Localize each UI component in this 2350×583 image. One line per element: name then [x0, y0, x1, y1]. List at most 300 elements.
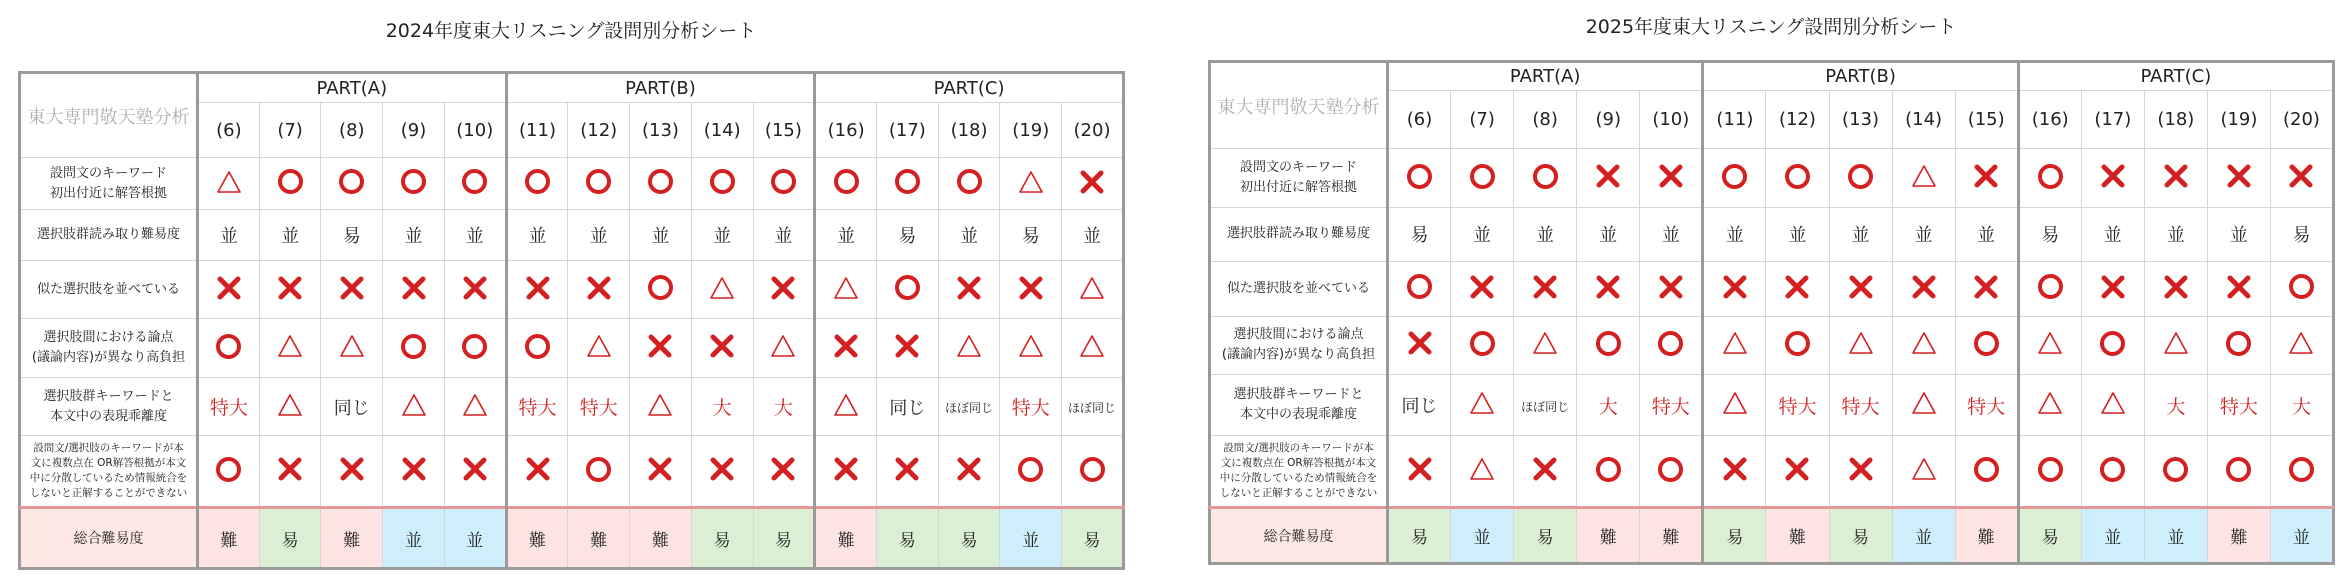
question-number-text: (16)	[2031, 109, 2069, 131]
circle-mark-icon	[1080, 457, 1105, 482]
rating-cell	[198, 261, 260, 319]
cross-mark-icon	[1783, 273, 1811, 301]
cell-value: 並	[2229, 225, 2248, 247]
row-label-line: 選択肢群読み取り難易度	[36, 227, 180, 242]
rating-cell	[1000, 378, 1062, 436]
rating-cell	[321, 158, 383, 210]
rating-cell	[506, 378, 568, 436]
total-difficulty-cell	[2144, 508, 2207, 564]
question-number	[1640, 90, 1703, 149]
rating-cell	[2081, 261, 2144, 317]
rating-cell	[568, 378, 630, 436]
cross-mark-icon	[893, 332, 921, 360]
cell-value: 並	[651, 226, 670, 247]
cell-value: 並	[528, 226, 547, 247]
rating-cell	[1514, 149, 1577, 208]
circle-mark-icon	[586, 169, 611, 194]
part-label: PART(A)	[316, 77, 388, 99]
analysis-table	[1208, 60, 2335, 565]
total-difficulty-value: 並	[1915, 528, 1933, 549]
cross-mark-icon	[1594, 273, 1622, 301]
cross-mark-icon	[276, 455, 304, 483]
rating-cell	[691, 378, 753, 436]
total-difficulty-value: 難	[590, 530, 608, 551]
circle-mark-icon	[1407, 164, 1432, 189]
row-label-line: 中に分散しているため情報統合を	[1219, 472, 1378, 485]
triangle-mark-icon	[276, 392, 304, 418]
row-label-text	[1211, 441, 1386, 501]
row-label-line: しないと正解することができない	[1219, 487, 1378, 500]
rating-cell	[2270, 436, 2333, 508]
rating-cell	[1577, 208, 1640, 261]
rating-cell	[876, 319, 938, 378]
rating-cell	[444, 158, 506, 210]
rating-cell	[198, 210, 260, 261]
row-label-line: 文に複数点在 OR解答根拠が本文	[30, 457, 187, 469]
total-label	[20, 508, 198, 569]
cross-mark-icon	[2099, 273, 2127, 301]
question-number-text: (17)	[888, 119, 926, 141]
rating-cell	[1766, 149, 1829, 208]
total-difficulty-cell	[753, 508, 815, 569]
total-difficulty-cell	[815, 508, 877, 569]
question-number	[691, 103, 753, 158]
rating-cell	[1766, 374, 1829, 436]
part-label: PART(A)	[1509, 65, 1581, 87]
row-label-line: 本文中の表現乖離度	[1239, 407, 1357, 423]
total-label	[1210, 508, 1388, 564]
question-number-text: (19)	[2220, 109, 2258, 131]
circle-mark-icon	[462, 169, 487, 194]
question-number	[938, 103, 1000, 158]
triangle-mark-icon	[646, 392, 674, 418]
rating-cell	[259, 158, 321, 210]
rating-cell	[1703, 261, 1766, 317]
rating-cell	[2270, 317, 2333, 375]
cell-value: 並	[2103, 225, 2122, 247]
triangle-mark-icon	[1721, 330, 1749, 356]
part-header-row	[1210, 62, 2334, 91]
rating-cell	[630, 158, 692, 210]
triangle-mark-icon	[2287, 330, 2315, 356]
rating-cell	[691, 319, 753, 378]
cell-value: 並	[404, 226, 423, 247]
question-number	[383, 103, 445, 158]
criteria-row	[1210, 436, 2334, 508]
cell-value: 易	[342, 226, 361, 247]
part-header	[2018, 62, 2333, 91]
rating-cell	[630, 319, 692, 378]
total-difficulty-value: 易	[1083, 530, 1101, 551]
cell-value: 大	[1598, 395, 1618, 418]
total-difficulty-cell	[2270, 508, 2333, 564]
rating-cell	[1703, 436, 1766, 508]
rating-cell	[2207, 261, 2270, 317]
criteria-row	[20, 319, 1124, 378]
triangle-mark-icon	[400, 392, 428, 418]
criteria-row	[20, 261, 1124, 319]
rating-cell	[630, 261, 692, 319]
triangle-mark-icon	[708, 275, 736, 301]
cross-mark-icon	[2162, 162, 2190, 190]
question-number	[2144, 90, 2207, 149]
rating-cell	[1514, 436, 1577, 508]
rating-cell	[1829, 149, 1892, 208]
rating-cell	[1577, 374, 1640, 436]
rating-cell	[321, 319, 383, 378]
question-number	[259, 103, 321, 158]
rating-cell	[1955, 208, 2018, 261]
cell-value: 並	[1473, 225, 1492, 247]
question-number	[753, 103, 815, 158]
rating-cell	[1388, 374, 1451, 436]
total-difficulty-value: 難	[1788, 528, 1806, 549]
rating-cell	[1388, 149, 1451, 208]
cell-value: 並	[837, 226, 856, 247]
question-number-text: (10)	[1652, 109, 1690, 131]
circle-mark-icon	[278, 169, 303, 194]
rating-cell	[506, 158, 568, 210]
rating-cell	[630, 436, 692, 508]
rating-cell	[1000, 158, 1062, 210]
cross-mark-icon	[708, 455, 736, 483]
rating-cell	[2144, 374, 2207, 436]
rating-cell	[1766, 436, 1829, 508]
rating-cell	[259, 378, 321, 436]
circle-mark-icon	[2289, 457, 2314, 482]
cell-value: 大	[2166, 395, 2186, 418]
circle-mark-icon	[1848, 164, 1873, 189]
question-number	[2270, 90, 2333, 149]
triangle-mark-icon	[1910, 330, 1938, 356]
question-number-text: (18)	[2157, 109, 2195, 131]
rating-cell	[506, 319, 568, 378]
question-number	[1514, 90, 1577, 149]
total-difficulty-cell	[2018, 508, 2081, 564]
rating-cell	[1451, 317, 1514, 375]
cross-mark-icon	[338, 274, 366, 302]
row-label-text	[21, 225, 196, 245]
rating-cell	[1703, 317, 1766, 375]
cross-mark-icon	[1406, 329, 1434, 357]
question-number	[1000, 103, 1062, 158]
rating-cell	[2270, 261, 2333, 317]
row-label	[1210, 374, 1388, 436]
circle-mark-icon	[834, 169, 859, 194]
circle-mark-icon	[1974, 331, 1999, 356]
question-number-text: (7)	[277, 119, 303, 141]
rating-cell	[1640, 208, 1703, 261]
triangle-mark-icon	[2036, 330, 2064, 356]
cross-mark-icon	[524, 274, 552, 302]
rating-cell	[2207, 149, 2270, 208]
question-number-text: (14)	[703, 119, 741, 141]
row-label-text	[21, 280, 196, 300]
cell-value: 並	[1599, 225, 1618, 247]
row-label-line: 本文中の表現乖離度	[49, 408, 167, 424]
rating-cell	[815, 210, 877, 261]
question-number	[815, 103, 877, 158]
rating-cell	[1829, 208, 1892, 261]
question-number-text: (17)	[2094, 109, 2132, 131]
rating-cell	[876, 210, 938, 261]
circle-mark-icon	[462, 334, 487, 359]
rating-cell	[1955, 374, 2018, 436]
part-header	[506, 73, 815, 103]
cross-mark-icon	[1972, 273, 2000, 301]
triangle-mark-icon	[1721, 390, 1749, 416]
total-difficulty-value: 難	[2230, 528, 2248, 549]
cell-value: 特大	[518, 397, 557, 419]
circle-mark-icon	[2038, 457, 2063, 482]
cross-mark-icon	[1910, 273, 1938, 301]
cell-value: 並	[1536, 225, 1555, 247]
row-label-line: 中に分散しているため情報統合を	[29, 472, 188, 484]
cross-mark-icon	[1406, 455, 1434, 483]
rating-cell	[2081, 374, 2144, 436]
question-number	[1062, 103, 1124, 158]
analysis-table	[18, 71, 1125, 570]
cell-value: 並	[1661, 225, 1680, 247]
triangle-mark-icon	[276, 333, 304, 359]
question-number-text: (13)	[1842, 109, 1879, 131]
rating-cell	[815, 436, 877, 508]
cell-value: ほぼ同じ	[945, 401, 994, 415]
cell-value: 大	[773, 397, 793, 419]
triangle-mark-icon	[338, 333, 366, 359]
part-header	[198, 73, 507, 103]
triangle-mark-icon	[769, 333, 797, 359]
question-number-text: (13)	[641, 119, 679, 141]
rating-cell	[691, 210, 753, 261]
cross-mark-icon	[1657, 162, 1685, 190]
rating-cell	[1703, 374, 1766, 436]
rating-cell	[2144, 261, 2207, 317]
question-number	[506, 103, 568, 158]
rating-cell	[383, 319, 445, 378]
rating-cell	[753, 319, 815, 378]
cell-value: 易	[898, 226, 917, 247]
rating-cell	[1829, 317, 1892, 375]
circle-mark-icon	[1658, 331, 1683, 356]
cross-mark-icon	[1017, 274, 1045, 302]
rating-cell	[1640, 317, 1703, 375]
rating-cell	[1955, 436, 2018, 508]
cell-value: 並	[465, 226, 484, 247]
rating-cell	[2207, 317, 2270, 375]
triangle-mark-icon	[461, 392, 489, 418]
cell-value: 特大	[579, 397, 618, 419]
rating-cell	[691, 158, 753, 210]
row-label-line: しないと正解することができない	[29, 487, 188, 499]
circle-mark-icon	[216, 334, 241, 359]
row-label-line: 選択肢間における論点	[43, 330, 174, 345]
part-header	[815, 73, 1124, 103]
cross-mark-icon	[2287, 162, 2315, 190]
row-label	[20, 436, 198, 508]
criteria-row	[1210, 208, 2334, 261]
question-number	[198, 103, 260, 158]
question-number	[1577, 90, 1640, 149]
rating-cell	[1514, 208, 1577, 261]
cross-mark-icon	[893, 455, 921, 483]
row-label-text	[21, 387, 196, 427]
rating-cell	[691, 436, 753, 508]
rating-cell	[2207, 374, 2270, 436]
cross-mark-icon	[1972, 162, 2000, 190]
rating-cell	[1955, 149, 2018, 208]
rating-cell	[815, 319, 877, 378]
cell-value: 並	[1788, 225, 1807, 247]
rating-cell	[383, 158, 445, 210]
cross-mark-icon	[1847, 273, 1875, 301]
cross-mark-icon	[1594, 162, 1622, 190]
rating-cell	[876, 436, 938, 508]
total-difficulty-cell	[1062, 508, 1124, 569]
analysis-panel-2025	[1208, 12, 2334, 572]
cross-mark-icon	[1531, 455, 1559, 483]
rating-cell	[568, 319, 630, 378]
question-number-text: (16)	[827, 119, 865, 141]
panel-title: 2025年度東大リスニング設問別分析シート	[1585, 16, 1957, 38]
total-difficulty-value: 難	[1977, 528, 1995, 549]
cross-mark-icon	[1468, 273, 1496, 301]
row-label	[20, 210, 198, 261]
circle-mark-icon	[648, 169, 673, 194]
row-label-text	[21, 164, 196, 204]
triangle-mark-icon	[1468, 456, 1496, 482]
question-number	[568, 103, 630, 158]
triangle-mark-icon	[1910, 163, 1938, 189]
question-number	[2081, 90, 2144, 149]
cross-mark-icon	[1531, 273, 1559, 301]
rating-cell	[876, 261, 938, 319]
row-label-line: 設問文/選択肢のキーワードが本	[1223, 442, 1374, 455]
rating-cell	[1955, 317, 2018, 375]
brand-text: 東大専門敬天塾分析	[1217, 96, 1380, 118]
question-number-text: (12)	[580, 119, 618, 141]
total-difficulty-cell	[198, 508, 260, 569]
question-number	[1892, 90, 1955, 149]
total-difficulty-value: 並	[1473, 528, 1491, 549]
total-difficulty-value: 難	[651, 530, 669, 551]
rating-cell	[2144, 317, 2207, 375]
cell-value: 特大	[1651, 395, 1690, 418]
row-label	[20, 158, 198, 210]
question-number-text: (9)	[400, 119, 427, 141]
question-number	[2018, 90, 2081, 149]
question-number-text: (15)	[1967, 109, 2005, 131]
cell-value: 特大	[1778, 395, 1817, 418]
rating-cell	[1577, 436, 1640, 508]
cell-value: 並	[1725, 225, 1744, 247]
rating-cell	[1829, 436, 1892, 508]
rating-cell	[2270, 374, 2333, 436]
cross-mark-icon	[1847, 455, 1875, 483]
rating-cell	[2144, 149, 2207, 208]
rating-cell	[1514, 317, 1577, 375]
circle-mark-icon	[1974, 457, 1999, 482]
total-difficulty-value: 並	[2104, 528, 2122, 549]
row-label	[1210, 261, 1388, 317]
cell-value: 同じ	[333, 397, 370, 419]
total-difficulty-cell	[1640, 508, 1703, 564]
circle-mark-icon	[586, 457, 611, 482]
cell-value: ほぼ同じ	[1067, 401, 1116, 415]
total-difficulty-cell	[1000, 508, 1062, 569]
total-label-text: 総合難易度	[73, 531, 144, 547]
cell-value: 並	[1851, 225, 1870, 247]
total-difficulty-value: 並	[2292, 528, 2310, 549]
rating-cell	[321, 210, 383, 261]
triangle-mark-icon	[1531, 330, 1559, 356]
row-label-line: 初出付近に解答根拠	[1239, 180, 1357, 196]
cross-mark-icon	[646, 455, 674, 483]
question-number-text: (19)	[1012, 119, 1050, 141]
cross-mark-icon	[215, 274, 243, 302]
total-difficulty-cell	[1577, 508, 1640, 564]
rating-cell	[1829, 261, 1892, 317]
total-difficulty-value: 難	[837, 530, 855, 551]
triangle-mark-icon	[2162, 330, 2190, 356]
question-number-text: (10)	[456, 119, 494, 141]
rating-cell	[1388, 261, 1451, 317]
question-number	[444, 103, 506, 158]
question-number	[1829, 90, 1892, 149]
question-number-text: (9)	[1595, 109, 1621, 131]
rating-cell	[568, 210, 630, 261]
criteria-row	[20, 210, 1124, 261]
rating-cell	[938, 261, 1000, 319]
rating-cell	[568, 261, 630, 319]
rating-cell	[630, 378, 692, 436]
total-difficulty-value: 難	[220, 530, 238, 551]
rating-cell	[1829, 374, 1892, 436]
triangle-mark-icon	[1910, 456, 1938, 482]
circle-mark-icon	[1785, 331, 1810, 356]
rating-cell	[1703, 149, 1766, 208]
rating-cell	[2018, 149, 2081, 208]
total-difficulty-value: 並	[2167, 528, 2185, 549]
row-label-text	[1211, 224, 1386, 244]
question-number-text: (18)	[950, 119, 988, 141]
rating-cell	[444, 319, 506, 378]
rating-cell	[815, 158, 877, 210]
total-difficulty-value: 並	[466, 530, 484, 551]
triangle-mark-icon	[1847, 330, 1875, 356]
cross-mark-icon	[769, 274, 797, 302]
row-label-text	[21, 328, 196, 368]
rating-cell	[321, 378, 383, 436]
rating-cell	[383, 436, 445, 508]
triangle-mark-icon	[1017, 169, 1045, 195]
rating-cell	[2081, 208, 2144, 261]
cross-mark-icon	[1657, 273, 1685, 301]
row-label-line: 初出付近に解答根拠	[49, 185, 167, 201]
circle-mark-icon	[957, 169, 982, 194]
triangle-mark-icon	[1017, 333, 1045, 359]
cross-mark-icon	[769, 455, 797, 483]
rating-cell	[1388, 317, 1451, 375]
circle-mark-icon	[2226, 331, 2251, 356]
cell-value: 易	[2292, 225, 2311, 247]
rating-cell	[938, 319, 1000, 378]
circle-mark-icon	[339, 169, 364, 194]
rating-cell	[1388, 208, 1451, 261]
question-number-text: (15)	[764, 119, 802, 141]
question-number	[1451, 90, 1514, 149]
rating-cell	[753, 436, 815, 508]
